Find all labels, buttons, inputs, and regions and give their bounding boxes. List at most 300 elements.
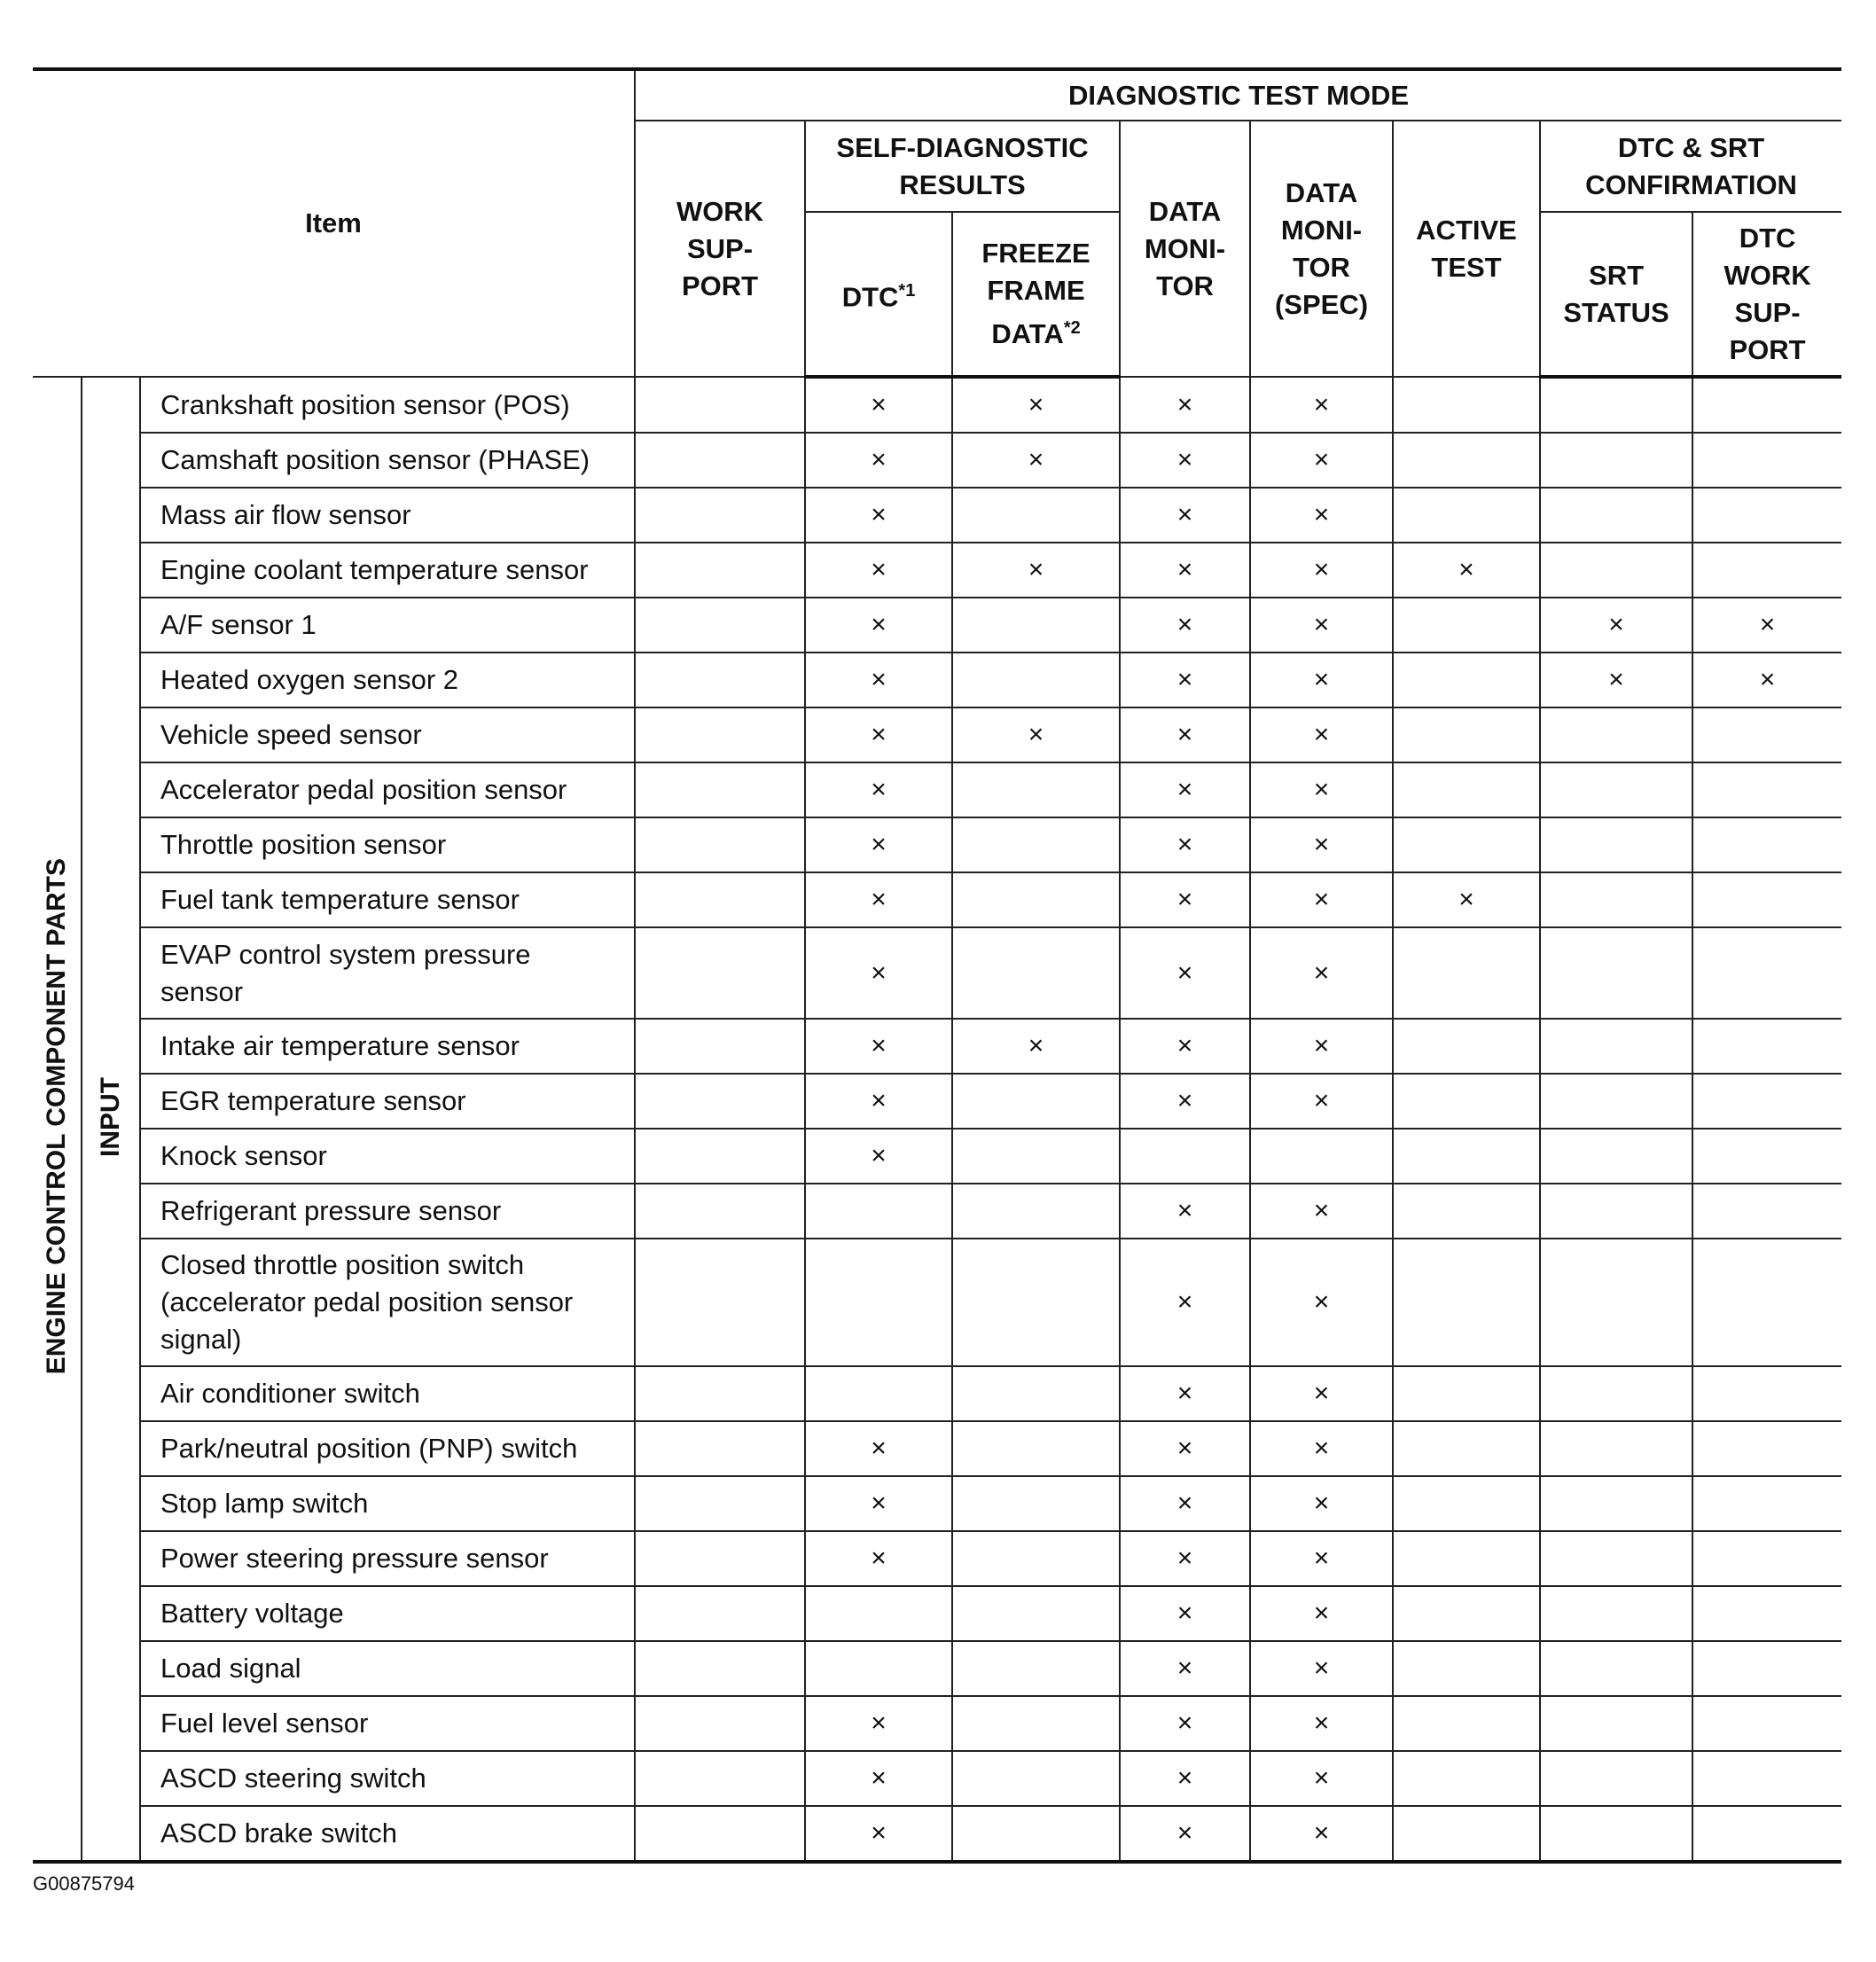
mark-cell-freeze-frame-data — [952, 377, 1120, 433]
mark-cell-dtc — [805, 543, 952, 598]
item-line: Mass air flow sensor — [160, 499, 411, 530]
header-line: CONFIRMATION — [1585, 168, 1797, 200]
check-mark-icon: × — [1176, 445, 1193, 474]
check-mark-icon: × — [1028, 720, 1044, 749]
mark-cell-data-monitor-spec — [1250, 488, 1393, 543]
mark-cell-active-test — [1393, 543, 1540, 598]
check-mark-icon: × — [1176, 1031, 1193, 1060]
table-row — [33, 1751, 1841, 1806]
mark-cell-srt-status — [1540, 1019, 1692, 1074]
mark-cell-freeze-frame-data — [952, 762, 1120, 817]
category-cell — [33, 377, 82, 1862]
mark-cell-dtc-work-support — [1692, 488, 1841, 543]
mark-cell-srt-status — [1540, 1421, 1692, 1476]
mark-cell-work-support — [635, 1184, 805, 1239]
header-line: WORK — [1724, 259, 1811, 291]
mark-cell-data-monitor — [1120, 1696, 1250, 1751]
item-name — [140, 1421, 635, 1476]
header-line: STATUS — [1563, 296, 1669, 328]
mark-cell-freeze-frame-data — [952, 543, 1120, 598]
mark-cell-data-monitor — [1120, 377, 1250, 433]
mark-cell-work-support — [635, 653, 805, 707]
mark-cell-work-support — [635, 1476, 805, 1531]
check-mark-icon: × — [871, 665, 887, 694]
mark-cell-data-monitor — [1120, 927, 1250, 1019]
mark-cell-dtc — [805, 433, 952, 488]
mark-cell-data-monitor-spec — [1250, 1586, 1393, 1641]
item-line: Fuel level sensor — [160, 1708, 369, 1739]
mark-cell-active-test — [1393, 1421, 1540, 1476]
check-mark-icon: × — [871, 390, 887, 419]
item-line: Refrigerant pressure sensor — [160, 1195, 502, 1226]
item-line: signal) — [160, 1324, 242, 1355]
mark-cell-data-monitor-spec — [1250, 1074, 1393, 1129]
mark-cell-dtc — [805, 1019, 952, 1074]
table-row — [33, 543, 1841, 598]
item-line: Power steering pressure sensor — [160, 1543, 549, 1574]
check-mark-icon: × — [1176, 1708, 1193, 1738]
mark-cell-freeze-frame-data — [952, 817, 1120, 872]
category-label: ENGINE CONTROL COMPONENT PARTS — [42, 858, 71, 1375]
table-row — [33, 762, 1841, 817]
check-mark-icon: × — [1176, 720, 1193, 749]
check-mark-icon: × — [1176, 830, 1193, 859]
check-mark-icon: × — [1313, 958, 1330, 988]
check-mark-icon: × — [871, 1763, 887, 1793]
check-mark-icon: × — [1313, 1544, 1330, 1573]
mark-cell-dtc — [805, 1476, 952, 1531]
mark-cell-dtc-work-support — [1692, 653, 1841, 707]
check-mark-icon: × — [871, 555, 887, 584]
mark-cell-data-monitor — [1120, 1366, 1250, 1421]
item-line: A/F sensor 1 — [160, 609, 317, 640]
mark-cell-work-support — [635, 817, 805, 872]
table-row — [33, 1806, 1841, 1862]
mark-cell-dtc — [805, 1641, 952, 1696]
mark-cell-data-monitor-spec — [1250, 377, 1393, 433]
mark-cell-freeze-frame-data — [952, 1366, 1120, 1421]
mark-cell-active-test — [1393, 1696, 1540, 1751]
mark-cell-data-monitor-spec — [1250, 1696, 1393, 1751]
mark-cell-data-monitor-spec — [1250, 817, 1393, 872]
header-dtc-work-support — [1692, 212, 1841, 377]
check-mark-icon: × — [1313, 1818, 1330, 1848]
mark-cell-dtc — [805, 1129, 952, 1184]
item-line: Camshaft position sensor (PHASE) — [160, 444, 590, 475]
mark-cell-freeze-frame-data — [952, 1586, 1120, 1641]
check-mark-icon: × — [1176, 1544, 1193, 1573]
header-work-support — [635, 121, 805, 377]
mark-cell-dtc-work-support — [1692, 1531, 1841, 1586]
mark-cell-work-support — [635, 543, 805, 598]
table-row — [33, 433, 1841, 488]
check-mark-icon: × — [1313, 885, 1330, 914]
check-mark-icon: × — [871, 1708, 887, 1738]
mark-cell-active-test — [1393, 817, 1540, 872]
mark-cell-data-monitor — [1120, 653, 1250, 707]
header-item: Item — [33, 69, 635, 377]
mark-cell-work-support — [635, 598, 805, 653]
header-srt-status — [1540, 212, 1692, 377]
check-mark-icon: × — [1313, 1031, 1330, 1060]
mark-cell-active-test — [1393, 1366, 1540, 1421]
item-name — [140, 1184, 635, 1239]
mark-cell-dtc-work-support — [1692, 1184, 1841, 1239]
mark-cell-freeze-frame-data — [952, 1074, 1120, 1129]
check-mark-icon: × — [1176, 1489, 1193, 1518]
mark-cell-dtc — [805, 1184, 952, 1239]
mark-cell-data-monitor — [1120, 1184, 1250, 1239]
mark-cell-freeze-frame-data — [952, 927, 1120, 1019]
mark-cell-freeze-frame-data — [952, 1184, 1120, 1239]
check-mark-icon: × — [871, 775, 887, 804]
header-line: PORT — [1729, 333, 1806, 365]
mark-cell-dtc — [805, 1239, 952, 1366]
mark-cell-data-monitor-spec — [1250, 762, 1393, 817]
mark-cell-data-monitor — [1120, 1421, 1250, 1476]
mark-cell-data-monitor — [1120, 1239, 1250, 1366]
item-name — [140, 1074, 635, 1129]
mark-cell-srt-status — [1540, 707, 1692, 762]
item-name — [140, 762, 635, 817]
item-name — [140, 488, 635, 543]
mark-cell-dtc — [805, 817, 952, 872]
mark-cell-freeze-frame-data — [952, 1019, 1120, 1074]
mark-cell-data-monitor — [1120, 488, 1250, 543]
mark-cell-dtc-work-support — [1692, 927, 1841, 1019]
item-line: Intake air temperature sensor — [160, 1030, 520, 1061]
dtc-label: DTC — [841, 281, 899, 313]
item-name — [140, 1476, 635, 1531]
check-mark-icon: × — [871, 1489, 887, 1518]
table-row — [33, 488, 1841, 543]
check-mark-icon: × — [1313, 665, 1330, 694]
mark-cell-active-test — [1393, 653, 1540, 707]
item-name — [140, 1751, 635, 1806]
mark-cell-dtc — [805, 1074, 952, 1129]
mark-cell-dtc-work-support — [1692, 1074, 1841, 1129]
mark-cell-data-monitor — [1120, 433, 1250, 488]
mark-cell-dtc — [805, 653, 952, 707]
header-line: TEST — [1431, 251, 1502, 283]
item-name — [140, 1696, 635, 1751]
mark-cell-data-monitor-spec — [1250, 872, 1393, 927]
mark-cell-active-test — [1393, 1239, 1540, 1366]
mark-cell-active-test — [1393, 927, 1540, 1019]
item-name — [140, 1129, 635, 1184]
mark-cell-work-support — [635, 872, 805, 927]
mark-cell-data-monitor — [1120, 1074, 1250, 1129]
item-line: EVAP control system pressure — [160, 938, 531, 970]
mark-cell-freeze-frame-data — [952, 433, 1120, 488]
mark-cell-srt-status — [1540, 1476, 1692, 1531]
mark-cell-data-monitor-spec — [1250, 1531, 1393, 1586]
item-name — [140, 707, 635, 762]
mark-cell-data-monitor — [1120, 1641, 1250, 1696]
mark-cell-dtc-work-support — [1692, 1641, 1841, 1696]
header-line: FRAME — [987, 274, 1085, 306]
mark-cell-dtc — [805, 1806, 952, 1862]
item-line: Battery voltage — [160, 1598, 344, 1629]
header-self-diagnostic-results — [805, 121, 1120, 212]
header-line: DTC — [1739, 222, 1796, 254]
mark-cell-srt-status — [1540, 1751, 1692, 1806]
item-name — [140, 1806, 635, 1862]
item-name — [140, 872, 635, 927]
mark-cell-dtc — [805, 1421, 952, 1476]
check-mark-icon: × — [871, 885, 887, 914]
mark-cell-srt-status — [1540, 1641, 1692, 1696]
mark-cell-srt-status — [1540, 927, 1692, 1019]
mark-cell-active-test — [1393, 1476, 1540, 1531]
mark-cell-dtc — [805, 872, 952, 927]
mark-cell-data-monitor-spec — [1250, 598, 1393, 653]
mark-cell-work-support — [635, 1806, 805, 1862]
check-mark-icon: × — [1313, 1489, 1330, 1518]
mark-cell-freeze-frame-data — [952, 1696, 1120, 1751]
header-dtc — [805, 212, 952, 377]
check-mark-icon: × — [871, 1031, 887, 1060]
mark-cell-srt-status — [1540, 488, 1692, 543]
table-row — [33, 1696, 1841, 1751]
mark-cell-active-test — [1393, 1184, 1540, 1239]
mark-cell-dtc-work-support — [1692, 377, 1841, 433]
mark-cell-work-support — [635, 1239, 805, 1366]
mark-cell-data-monitor-spec — [1250, 433, 1393, 488]
check-mark-icon: × — [1176, 1379, 1193, 1408]
mark-cell-dtc-work-support — [1692, 543, 1841, 598]
item-line: Throttle position sensor — [160, 829, 447, 860]
check-mark-icon: × — [1176, 885, 1193, 914]
mark-cell-data-monitor-spec — [1250, 543, 1393, 598]
diagnostic-test-mode-table — [33, 67, 1841, 1864]
mark-cell-srt-status — [1540, 1184, 1692, 1239]
item-line: Fuel tank temperature sensor — [160, 884, 520, 915]
mark-cell-work-support — [635, 1696, 805, 1751]
check-mark-icon: × — [871, 445, 887, 474]
mark-cell-work-support — [635, 377, 805, 433]
mark-cell-data-monitor — [1120, 1019, 1250, 1074]
check-mark-icon: × — [1028, 1031, 1044, 1060]
mark-cell-data-monitor-spec — [1250, 1751, 1393, 1806]
header-line: (SPEC) — [1274, 288, 1369, 320]
check-mark-icon: × — [1176, 1086, 1193, 1115]
mark-cell-data-monitor — [1120, 543, 1250, 598]
header-active-test — [1393, 121, 1540, 377]
check-mark-icon: × — [1176, 665, 1193, 694]
header-line: MONI- — [1144, 232, 1226, 264]
mark-cell-dtc — [805, 1531, 952, 1586]
mark-cell-freeze-frame-data — [952, 598, 1120, 653]
header-line: SUP- — [1734, 296, 1801, 328]
item-name — [140, 653, 635, 707]
mark-cell-srt-status — [1540, 1586, 1692, 1641]
header-line: SUP- — [686, 232, 754, 264]
mark-cell-srt-status — [1540, 817, 1692, 872]
dtc-footnote-ref: *1 — [898, 280, 916, 301]
mark-cell-srt-status — [1540, 377, 1692, 433]
item-line: Air conditioner switch — [160, 1378, 420, 1409]
mark-cell-data-monitor — [1120, 1586, 1250, 1641]
mark-cell-srt-status — [1540, 872, 1692, 927]
mark-cell-srt-status — [1540, 1366, 1692, 1421]
item-name — [140, 1239, 635, 1366]
mark-cell-freeze-frame-data — [952, 1531, 1120, 1586]
mark-cell-dtc — [805, 1751, 952, 1806]
mark-cell-srt-status — [1540, 762, 1692, 817]
item-line: Load signal — [160, 1653, 301, 1684]
item-name — [140, 598, 635, 653]
header-data-monitor — [1120, 121, 1250, 377]
mark-cell-dtc-work-support — [1692, 1019, 1841, 1074]
mark-cell-dtc-work-support — [1692, 1586, 1841, 1641]
mark-cell-dtc-work-support — [1692, 598, 1841, 653]
mark-cell-work-support — [635, 1366, 805, 1421]
check-mark-icon: × — [1176, 1818, 1193, 1848]
check-mark-icon: × — [1313, 830, 1330, 859]
mark-cell-dtc-work-support — [1692, 1239, 1841, 1366]
mark-cell-active-test — [1393, 1751, 1540, 1806]
item-line: Closed throttle position switch — [160, 1249, 525, 1280]
mark-cell-work-support — [635, 927, 805, 1019]
check-mark-icon: × — [1313, 500, 1330, 529]
mark-cell-data-monitor-spec — [1250, 1476, 1393, 1531]
table-row — [33, 1019, 1841, 1074]
item-line: ASCD brake switch — [160, 1817, 398, 1849]
mark-cell-work-support — [635, 1641, 805, 1696]
check-mark-icon: × — [871, 1141, 887, 1170]
item-name — [140, 1531, 635, 1586]
header-line: TOR — [1293, 251, 1350, 283]
item-name — [140, 1019, 635, 1074]
table-row — [33, 1586, 1841, 1641]
mark-cell-dtc-work-support — [1692, 762, 1841, 817]
mark-cell-dtc — [805, 707, 952, 762]
mark-cell-freeze-frame-data — [952, 1751, 1120, 1806]
mark-cell-work-support — [635, 762, 805, 817]
mark-cell-srt-status — [1540, 543, 1692, 598]
item-line: ASCD steering switch — [160, 1763, 426, 1794]
mark-cell-data-monitor — [1120, 1129, 1250, 1184]
mark-cell-freeze-frame-data — [952, 653, 1120, 707]
item-line: sensor — [160, 975, 244, 1007]
mark-cell-active-test — [1393, 872, 1540, 927]
mark-cell-dtc — [805, 488, 952, 543]
mark-cell-dtc — [805, 377, 952, 433]
check-mark-icon: × — [1313, 389, 1330, 419]
check-mark-icon: × — [1608, 665, 1624, 694]
item-line: Stop lamp switch — [160, 1488, 369, 1519]
check-mark-icon: × — [1028, 555, 1044, 584]
check-mark-icon: × — [1313, 1287, 1330, 1317]
item-line: Accelerator pedal position sensor — [160, 774, 567, 805]
check-mark-icon: × — [1176, 389, 1193, 419]
mark-cell-active-test — [1393, 1806, 1540, 1862]
check-mark-icon: × — [871, 1434, 887, 1463]
item-line: Knock sensor — [160, 1140, 327, 1171]
mark-cell-active-test — [1393, 488, 1540, 543]
header-line: DTC & SRT — [1617, 131, 1765, 163]
mark-cell-dtc — [805, 1696, 952, 1751]
item-name — [140, 433, 635, 488]
header-line: RESULTS — [899, 168, 1026, 200]
mark-cell-data-monitor-spec — [1250, 1184, 1393, 1239]
check-mark-icon: × — [1313, 1086, 1330, 1115]
table-row — [33, 598, 1841, 653]
header-line: PORT — [681, 270, 759, 301]
mark-cell-srt-status — [1540, 598, 1692, 653]
header-line: SELF-DIAGNOSTIC — [836, 131, 1089, 163]
mark-cell-freeze-frame-data — [952, 872, 1120, 927]
check-mark-icon: × — [871, 958, 887, 988]
header-line: MONI- — [1280, 214, 1363, 246]
table-row — [33, 1641, 1841, 1696]
check-mark-icon: × — [1176, 610, 1193, 639]
mark-cell-srt-status — [1540, 653, 1692, 707]
mark-cell-data-monitor — [1120, 1476, 1250, 1531]
mark-cell-data-monitor — [1120, 817, 1250, 872]
table-row — [33, 1074, 1841, 1129]
mark-cell-dtc — [805, 598, 952, 653]
subcategory-label: INPUT — [96, 1076, 125, 1157]
mark-cell-srt-status — [1540, 1129, 1692, 1184]
check-mark-icon: × — [1176, 1599, 1193, 1628]
mark-cell-work-support — [635, 1751, 805, 1806]
header-line: TOR — [1156, 270, 1214, 301]
check-mark-icon: × — [1313, 1763, 1330, 1793]
mark-cell-active-test — [1393, 762, 1540, 817]
item-name — [140, 927, 635, 1019]
table-row — [33, 817, 1841, 872]
figure-id: G00875794 — [33, 1872, 135, 1895]
mark-cell-data-monitor-spec — [1250, 1129, 1393, 1184]
check-mark-icon: × — [871, 610, 887, 639]
item-line: Crankshaft position sensor (POS) — [160, 388, 570, 420]
check-mark-icon: × — [1176, 555, 1193, 584]
check-mark-icon: × — [1028, 445, 1044, 474]
mark-cell-freeze-frame-data — [952, 1806, 1120, 1862]
mark-cell-data-monitor-spec — [1250, 707, 1393, 762]
mark-cell-dtc-work-support — [1692, 872, 1841, 927]
check-mark-icon: × — [1176, 1434, 1193, 1463]
mark-cell-data-monitor-spec — [1250, 1421, 1393, 1476]
check-mark-icon: × — [1313, 1708, 1330, 1738]
check-mark-icon: × — [1176, 1287, 1193, 1317]
mark-cell-freeze-frame-data — [952, 707, 1120, 762]
mark-cell-freeze-frame-data — [952, 1421, 1120, 1476]
check-mark-icon: × — [1313, 610, 1330, 639]
check-mark-icon: × — [1176, 958, 1193, 988]
check-mark-icon: × — [1759, 610, 1776, 639]
mark-cell-srt-status — [1540, 433, 1692, 488]
check-mark-icon: × — [1313, 1196, 1330, 1225]
item-name — [140, 1366, 635, 1421]
check-mark-icon: × — [1313, 555, 1330, 584]
table-row — [33, 1239, 1841, 1366]
mark-cell-work-support — [635, 1586, 805, 1641]
mark-cell-dtc-work-support — [1692, 1476, 1841, 1531]
mark-cell-srt-status — [1540, 1074, 1692, 1129]
item-line: (accelerator pedal position sensor — [160, 1286, 574, 1317]
mark-cell-work-support — [635, 1531, 805, 1586]
mark-cell-freeze-frame-data — [952, 1129, 1120, 1184]
mark-cell-data-monitor — [1120, 762, 1250, 817]
mark-cell-data-monitor — [1120, 1531, 1250, 1586]
mark-cell-dtc-work-support — [1692, 1696, 1841, 1751]
mark-cell-dtc-work-support — [1692, 817, 1841, 872]
table-row — [33, 1184, 1841, 1239]
item-line: Heated oxygen sensor 2 — [160, 664, 459, 695]
